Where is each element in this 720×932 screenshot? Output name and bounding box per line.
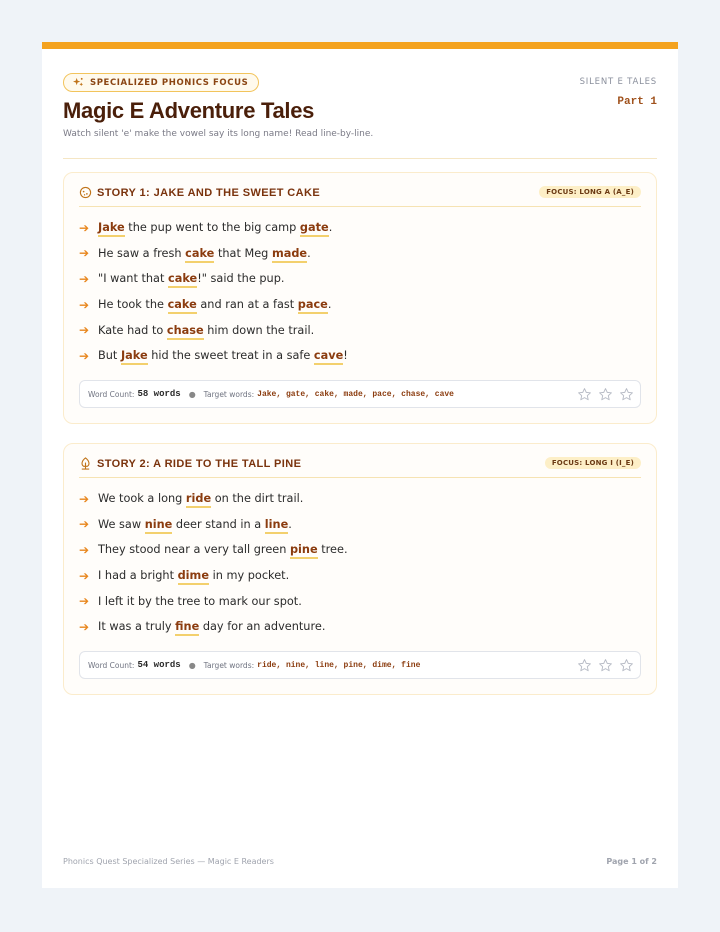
star-icon[interactable] xyxy=(598,387,613,402)
word-count-label: Word Count: xyxy=(88,660,135,670)
target-words-label: Target words: xyxy=(203,660,255,670)
target-word: Jake xyxy=(121,349,148,365)
story-line xyxy=(79,486,641,512)
arrow-icon: ➔ xyxy=(79,619,90,634)
story-header xyxy=(79,457,641,478)
page-title: Magic E Adventure Tales xyxy=(63,98,315,123)
story-line-text xyxy=(98,518,292,531)
story-line xyxy=(79,537,641,563)
arrow-icon: ➔ xyxy=(79,542,90,557)
line-segment: He took the xyxy=(98,298,168,312)
story-line xyxy=(79,563,641,589)
focus-pill xyxy=(63,73,259,92)
target-word: chase xyxy=(167,324,204,340)
story-line-text xyxy=(98,620,325,633)
separator-dot: ● xyxy=(188,660,196,670)
line-segment: tree. xyxy=(317,543,348,557)
story-line-text xyxy=(98,349,348,362)
line-segment: that Meg xyxy=(214,246,272,260)
story-line-text xyxy=(98,272,284,285)
line-segment: . xyxy=(307,246,311,260)
line-segment: hid the sweet treat in a safe xyxy=(147,349,314,363)
star-icon[interactable] xyxy=(619,387,634,402)
word-count-value: 58 words xyxy=(137,389,181,399)
line-segment: !" said the pup. xyxy=(197,272,285,286)
story-line-text xyxy=(98,324,314,337)
story-line-text xyxy=(98,543,348,556)
arrow-icon: ➔ xyxy=(79,517,90,532)
line-segment: I left it by the tree to mark our spot. xyxy=(98,594,302,608)
target-words-value: Jake, gate, cake, made, pace, chase, cave xyxy=(257,389,454,399)
story-title xyxy=(79,186,320,199)
story-title-text: STORY 2: A RIDE TO THE TALL PINE xyxy=(97,457,302,470)
target-word: cake xyxy=(185,247,214,263)
target-word: fine xyxy=(175,620,199,636)
focus-badge: FOCUS: LONG A (A_E) xyxy=(539,186,641,198)
line-segment: on the dirt trail. xyxy=(211,492,304,506)
target-word: line xyxy=(265,518,288,534)
story-line-text xyxy=(98,221,332,234)
target-word: pace xyxy=(298,298,328,314)
story-line xyxy=(79,266,641,292)
cake-icon xyxy=(79,186,92,199)
line-segment: deer stand in a xyxy=(172,517,265,531)
target-word: cave xyxy=(314,349,343,365)
arrow-icon: ➔ xyxy=(79,594,90,609)
story-line xyxy=(79,317,641,343)
story-line xyxy=(79,512,641,538)
target-words-value: ride, nine, line, pine, dime, fine xyxy=(257,660,421,670)
star-rating[interactable] xyxy=(577,658,634,673)
line-segment: . xyxy=(328,221,333,235)
arrow-icon: ➔ xyxy=(79,491,90,506)
part-label: Part 1 xyxy=(617,96,657,108)
arrow-icon: ➔ xyxy=(79,297,90,312)
line-segment: him down the trail. xyxy=(203,323,315,337)
story-meta-bar xyxy=(79,380,641,408)
focus-badge: FOCUS: LONG I (I_E) xyxy=(545,457,641,469)
story-line xyxy=(79,241,641,267)
arrow-icon: ➔ xyxy=(79,246,90,261)
line-segment: . xyxy=(288,517,292,531)
story-line xyxy=(79,292,641,318)
arrow-icon: ➔ xyxy=(79,220,90,235)
line-segment: and ran at a fast xyxy=(196,298,298,312)
tree-icon xyxy=(79,457,92,470)
star-icon[interactable] xyxy=(577,387,592,402)
page-header xyxy=(63,73,657,139)
story-line-text xyxy=(98,492,303,505)
target-word: Jake xyxy=(98,221,125,237)
story-header xyxy=(79,186,641,207)
line-segment: . xyxy=(327,298,332,312)
line-segment: We saw xyxy=(98,517,145,531)
target-word: made xyxy=(272,247,307,263)
line-segment: We took a long xyxy=(98,492,186,506)
target-word: gate xyxy=(300,221,329,237)
star-icon[interactable] xyxy=(619,658,634,673)
story-line xyxy=(79,614,641,640)
story-title xyxy=(79,457,301,470)
line-segment: He saw a fresh xyxy=(98,246,186,260)
line-segment: Kate had to xyxy=(98,323,167,337)
line-segment: the pup went to the big camp xyxy=(124,221,300,235)
target-word: cake xyxy=(168,298,197,314)
footer-series: Phonics Quest Specialized Series — Magic E Readers xyxy=(63,857,274,866)
story-line xyxy=(79,588,641,614)
line-segment: But xyxy=(98,349,121,363)
page-number: Page 1 of 2 xyxy=(606,857,657,866)
star-icon[interactable] xyxy=(577,658,592,673)
arrow-icon: ➔ xyxy=(79,348,90,363)
story-title-text: STORY 1: JAKE AND THE SWEET CAKE xyxy=(97,186,321,199)
word-count-value: 54 words xyxy=(137,660,181,670)
page-subtitle: Watch silent 'e' make the vowel say its long name! Read line-by-line. xyxy=(63,129,374,139)
line-segment: They stood near a very tall green xyxy=(98,543,290,557)
sparkle-icon xyxy=(73,77,84,88)
worksheet-page xyxy=(42,42,678,888)
line-segment: ! xyxy=(343,349,348,363)
story-meta-bar xyxy=(79,651,641,679)
story-line xyxy=(79,215,641,241)
word-count-label: Word Count: xyxy=(88,389,135,399)
series-label: SILENT E TALES xyxy=(579,77,657,87)
story-line-text xyxy=(98,298,331,311)
story-lines xyxy=(79,215,641,369)
line-segment: I had a bright xyxy=(98,569,178,583)
star-icon[interactable] xyxy=(598,658,613,673)
line-segment: It was a truly xyxy=(98,620,176,634)
separator-dot: ● xyxy=(188,389,196,399)
target-word: nine xyxy=(145,518,173,534)
story-line-text xyxy=(98,569,289,582)
header-divider xyxy=(63,158,657,159)
target-word: ride xyxy=(186,492,211,508)
arrow-icon: ➔ xyxy=(79,271,90,286)
line-segment: in my pocket. xyxy=(209,569,290,583)
story-lines xyxy=(79,486,641,640)
star-rating[interactable] xyxy=(577,387,634,402)
target-word: cake xyxy=(168,272,197,288)
target-word: pine xyxy=(290,543,318,559)
target-word: dime xyxy=(178,569,209,585)
line-segment: "I want that xyxy=(98,272,168,286)
story-line xyxy=(79,343,641,369)
target-words-label: Target words: xyxy=(203,389,255,399)
line-segment: day for an adventure. xyxy=(199,620,326,634)
focus-pill-label: SPECIALIZED PHONICS FOCUS xyxy=(90,77,249,88)
arrow-icon: ➔ xyxy=(79,323,90,338)
story-line-text xyxy=(98,247,311,260)
story-card xyxy=(63,443,657,695)
arrow-icon: ➔ xyxy=(79,568,90,583)
story-card xyxy=(63,172,657,424)
story-line-text xyxy=(98,595,302,608)
